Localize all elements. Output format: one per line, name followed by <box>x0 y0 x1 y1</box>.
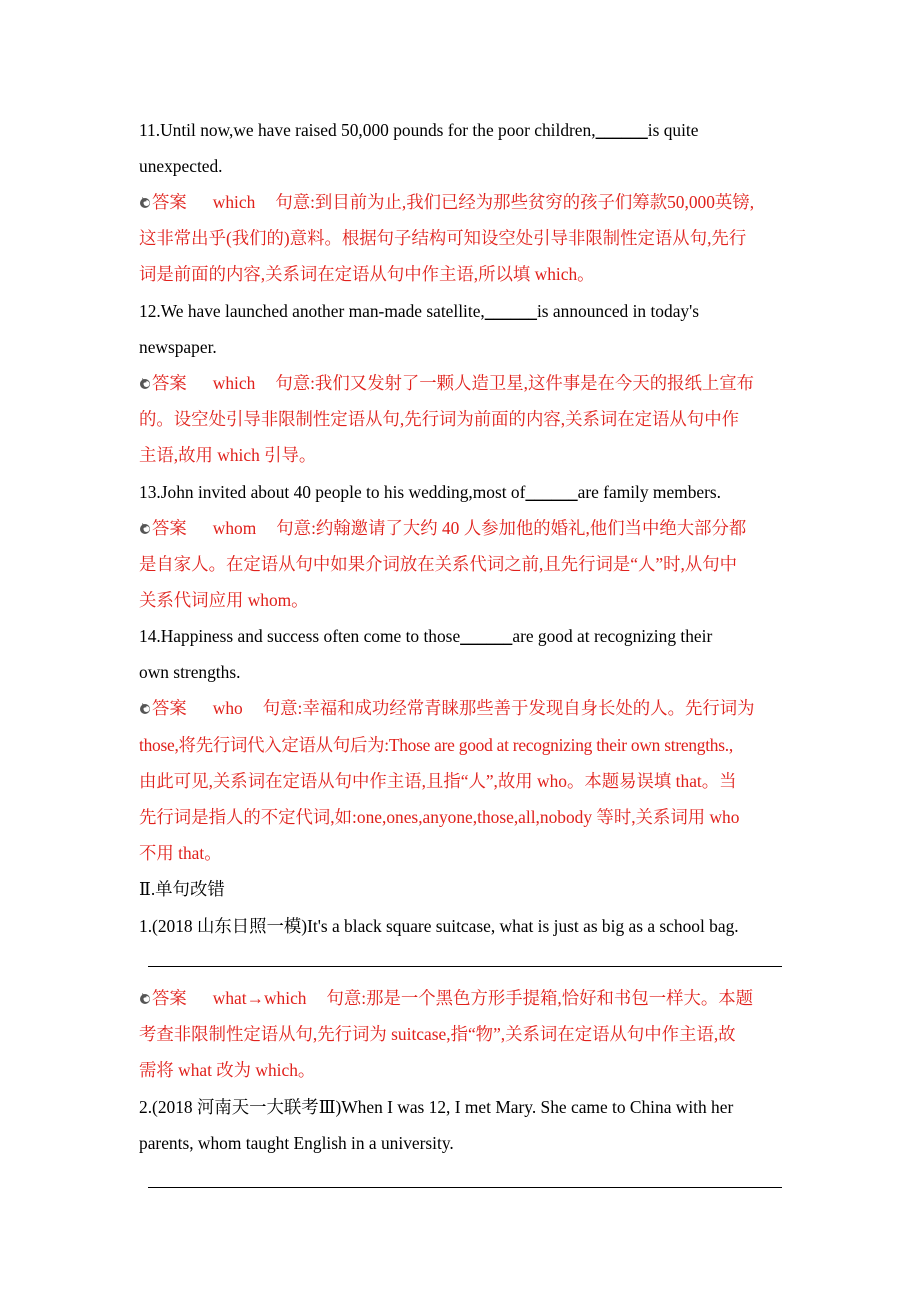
answer-line-rule <box>148 1187 782 1188</box>
q14-answer-line2: those,将先行词代入定语从句后为:Those are good at recognizing their own strengths., <box>139 735 733 755</box>
q11-answer-line1 <box>139 190 799 214</box>
q13-blank: ______ <box>525 482 578 502</box>
q12-answer-line1 <box>139 371 799 395</box>
q14-line2: own strengths. <box>139 662 241 682</box>
q13-text-post: are family members. <box>577 482 722 502</box>
answer-marker-icon <box>139 376 151 390</box>
q12-blank: ______ <box>484 301 537 321</box>
q14-text-post: are good at recognizing their <box>512 626 713 646</box>
q14-answer-line4: 先行词是指人的不定代词,如:one,ones,anyone,those,all,nobody 等时,关系词用 who <box>139 807 740 827</box>
c2-line2: parents, whom taught English in a university. <box>139 1133 454 1153</box>
q11-text-pre: 11.Until now,we have raised 50,000 pounds for the poor children, <box>139 120 596 140</box>
q12-line1 <box>139 299 799 323</box>
q13-answer-line2: 是自家人。在定语从句中如果介词放在关系代词之前,且先行词是“人”时,从句中 <box>139 554 738 574</box>
q11-answer-line2: 这非常出乎(我们的)意料。根据句子结构可知设空处引导非限制性定语从句,先行 <box>139 228 747 248</box>
q13-text-pre: 13.John invited about 40 people to his wedding,most of <box>139 482 526 502</box>
answer-word: what→which <box>212 988 307 1008</box>
q13-line1 <box>139 480 799 504</box>
answer-marker-icon <box>139 991 151 1005</box>
q14-answer-line5: 不用 that。 <box>139 843 222 863</box>
q11-line2: unexpected. <box>139 156 223 176</box>
q14-text-pre: 14.Happiness and success often come to those <box>139 626 461 646</box>
q14-blank: ______ <box>460 626 513 646</box>
q11-line1 <box>139 118 799 142</box>
c2-line1: 2.(2018 河南天一大联考Ⅲ)When I was 12, I met Mary. She came to China with her <box>139 1097 734 1117</box>
answer-marker-icon <box>139 701 151 715</box>
answer-explanation: 句意:幸福和成功经常青睐那些善于发现自身长处的人。先行词为 <box>262 698 755 718</box>
answer-line-rule <box>148 966 782 967</box>
answer-label: 答案 <box>152 518 187 538</box>
q12-text-pre: 12.We have launched another man-made satellite, <box>139 301 485 321</box>
q14-line1 <box>139 624 799 648</box>
answer-explanation: 句意:那是一个黑色方形手提箱,恰好和书包一样大。本题 <box>326 988 754 1008</box>
q11-text-post: is quite <box>647 120 699 140</box>
answer-word: who <box>212 698 243 718</box>
answer-label: 答案 <box>152 988 187 1008</box>
q12-answer-line3: 主语,故用 which 引导。 <box>139 445 317 465</box>
answer-marker-icon <box>139 195 151 209</box>
q13-answer-line1 <box>139 516 799 540</box>
c1-answer-line2: 考查非限制性定语从句,先行词为 suitcase,指“物”,关系词在定语从句中作主语,故 <box>139 1024 736 1044</box>
c1-line1: 1.(2018 山东日照一模)It's a black square suitcase, what is just as big as a school bag. <box>139 916 739 936</box>
q12-line2: newspaper. <box>139 337 217 357</box>
answer-label: 答案 <box>152 192 187 212</box>
answer-word: whom <box>212 518 257 538</box>
answer-explanation: 句意:约翰邀请了大约 40 人参加他的婚礼,他们当中绝大部分都 <box>276 518 747 538</box>
answer-label: 答案 <box>152 373 187 393</box>
answer-explanation: 句意:到目前为止,我们已经为那些贫穷的孩子们筹款50,000英镑, <box>275 192 755 212</box>
answer-label: 答案 <box>152 698 187 718</box>
section-title: Ⅱ.单句改错 <box>139 879 225 899</box>
q12-answer-line2: 的。设空处引导非限制性定语从句,先行词为前面的内容,关系词在定语从句中作 <box>139 409 739 429</box>
q12-text-post: is announced in today's <box>536 301 700 321</box>
c1-answer-line1 <box>139 986 799 1010</box>
q14-answer-line1 <box>139 696 799 720</box>
q11-blank: ______ <box>595 120 648 140</box>
q11-answer-line3: 词是前面的内容,关系词在定语从句中作主语,所以填 which。 <box>139 264 595 284</box>
q14-answer-line3: 由此可见,关系词在定语从句中作主语,且指“人”,故用 who。本题易误填 that。当 <box>139 771 737 791</box>
answer-word: which <box>212 192 256 212</box>
answer-word: which <box>212 373 256 393</box>
answer-marker-icon <box>139 521 151 535</box>
c1-answer-line3: 需将 what 改为 which。 <box>139 1060 316 1080</box>
q13-answer-line3: 关系代词应用 whom。 <box>139 590 309 610</box>
answer-explanation: 句意:我们又发射了一颗人造卫星,这件事是在今天的报纸上宣布 <box>275 373 755 393</box>
